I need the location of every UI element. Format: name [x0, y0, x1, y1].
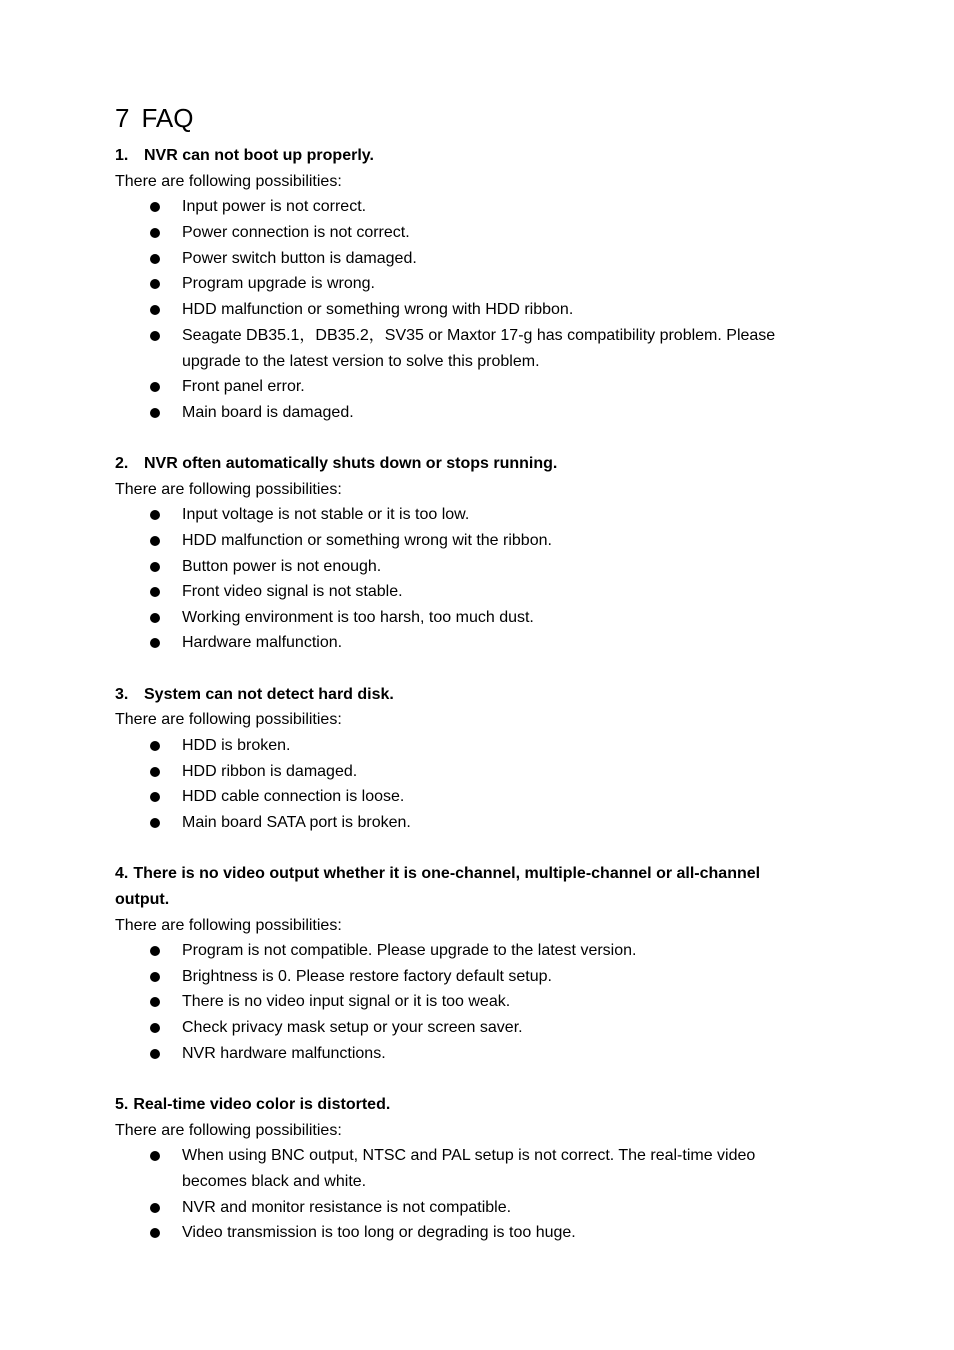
faq-question-5 — [115, 1092, 815, 1118]
list-item — [182, 194, 822, 220]
bullet-icon — [150, 536, 160, 546]
list-item — [182, 964, 822, 990]
bullet-icon — [150, 997, 160, 1007]
list-item — [182, 323, 822, 374]
bullet-icon — [150, 638, 160, 648]
list-item — [182, 1015, 822, 1041]
question-text: Real-time video color is distorted. — [133, 1096, 391, 1113]
bullet-icon — [150, 1203, 160, 1213]
list-item-text: Hardware malfunction. — [182, 634, 343, 651]
bullet-icon — [150, 408, 160, 418]
bullet-icon — [150, 587, 160, 597]
bullet-icon — [150, 305, 160, 315]
bullet-icon — [150, 767, 160, 777]
list-item-text: Working environment is too harsh, too much dust. — [182, 609, 534, 626]
question-text: System can not detect hard disk. — [144, 686, 394, 703]
list-item — [182, 579, 822, 605]
list-item-text: Input voltage is not stable or it is too low. — [182, 506, 470, 523]
list-item — [182, 246, 822, 272]
list-item-text: HDD malfunction or something wrong with HDD ribbon. — [182, 301, 574, 318]
list-item — [182, 1041, 822, 1067]
list-item-text: Input power is not correct. — [182, 198, 367, 215]
list-item — [182, 528, 822, 554]
question-text: NVR often automatically shuts down or stops running. — [144, 455, 558, 472]
bullet-icon — [150, 331, 160, 341]
list-item-text: Main board is damaged. — [182, 404, 354, 421]
bullet-icon — [150, 382, 160, 392]
list-item — [182, 1220, 822, 1246]
faq-question-4 — [115, 861, 815, 913]
list-item-text: There is no video input signal or it is too weak. — [182, 993, 511, 1010]
bullet-icon — [150, 279, 160, 289]
bullet-icon — [150, 202, 160, 212]
list-item — [182, 271, 822, 297]
bullet-icon — [150, 613, 160, 623]
bullet-icon — [150, 562, 160, 572]
list-item-text: NVR hardware malfunctions. — [182, 1045, 386, 1062]
faq-question-3 — [115, 682, 815, 708]
bullet-icon — [150, 972, 160, 982]
question-number: 4. — [115, 865, 129, 882]
list-item — [182, 810, 822, 836]
question-number: 3. — [115, 686, 129, 703]
faq-intro-3: There are following possibilities: — [115, 711, 342, 728]
list-item-text: Brightness is 0. Please restore factory default setup. — [182, 968, 552, 985]
faq-intro-5: There are following possibilities: — [115, 1122, 342, 1139]
list-item-text: HDD is broken. — [182, 737, 291, 754]
list-item-text: Main board SATA port is broken. — [182, 814, 411, 831]
list-item — [182, 400, 822, 426]
list-item-text: HDD malfunction or something wrong wit the ribbon. — [182, 532, 552, 549]
bullet-icon — [150, 1228, 160, 1238]
list-item-text: Button power is not enough. — [182, 558, 382, 575]
list-item-text: Program is not compatible. Please upgrade to the latest version. — [182, 942, 637, 959]
list-item-text: Front video signal is not stable. — [182, 583, 403, 600]
bullet-icon — [150, 1049, 160, 1059]
question-text: NVR can not boot up properly. — [144, 147, 374, 164]
list-item-text: Check privacy mask setup or your screen saver. — [182, 1019, 523, 1036]
bullet-icon — [150, 818, 160, 828]
list-item-text: Video transmission is too long or degrading is too huge. — [182, 1224, 576, 1241]
question-number: 5. — [115, 1096, 129, 1113]
bullet-icon — [150, 254, 160, 264]
bullet-icon — [150, 228, 160, 238]
list-item — [182, 989, 822, 1015]
list-item-text: When using BNC output, NTSC and PAL setup is not correct. The real-time video becomes black and white. — [182, 1147, 756, 1190]
list-item — [182, 554, 822, 580]
list-item — [182, 784, 822, 810]
list-item-text: Front panel error. — [182, 378, 305, 395]
faq-intro-4: There are following possibilities: — [115, 917, 342, 934]
list-item-text: Power switch button is damaged. — [182, 250, 417, 267]
chapter-title-text: FAQ — [141, 103, 194, 133]
list-item-text: Power connection is not correct. — [182, 224, 410, 241]
bullet-icon — [150, 792, 160, 802]
bullet-icon — [150, 741, 160, 751]
bullet-icon — [150, 1023, 160, 1033]
list-item — [182, 605, 822, 631]
question-number: 1. — [115, 147, 129, 164]
question-number: 2. — [115, 455, 129, 472]
chapter-number: 7 — [115, 103, 130, 133]
faq-question-1 — [115, 143, 815, 169]
list-item — [182, 220, 822, 246]
faq-intro-1: There are following possibilities: — [115, 173, 342, 190]
list-item — [182, 1143, 822, 1194]
list-item-text: HDD cable connection is loose. — [182, 788, 405, 805]
list-item-text: HDD ribbon is damaged. — [182, 763, 358, 780]
list-item-text: Seagate DB35.1，DB35.2，SV35 or Maxtor 17-g has compatibility problem. Please upgrade to the latest version to solve this problem. — [182, 327, 776, 370]
list-item — [182, 374, 822, 400]
list-item — [182, 759, 822, 785]
bullet-icon — [150, 510, 160, 520]
list-item — [182, 297, 822, 323]
list-item — [182, 502, 822, 528]
bullet-icon — [150, 1151, 160, 1161]
faq-question-2 — [115, 451, 815, 477]
list-item — [182, 938, 822, 964]
list-item — [182, 630, 822, 656]
question-text: There is no video output whether it is one-channel, multiple-channel or all-channel output. — [115, 865, 761, 908]
list-item-text: Program upgrade is wrong. — [182, 275, 375, 292]
chapter-title — [115, 100, 193, 136]
list-item — [182, 1195, 822, 1221]
list-item — [182, 733, 822, 759]
list-item-text: NVR and monitor resistance is not compatible. — [182, 1199, 512, 1216]
faq-intro-2: There are following possibilities: — [115, 481, 342, 498]
bullet-icon — [150, 946, 160, 956]
